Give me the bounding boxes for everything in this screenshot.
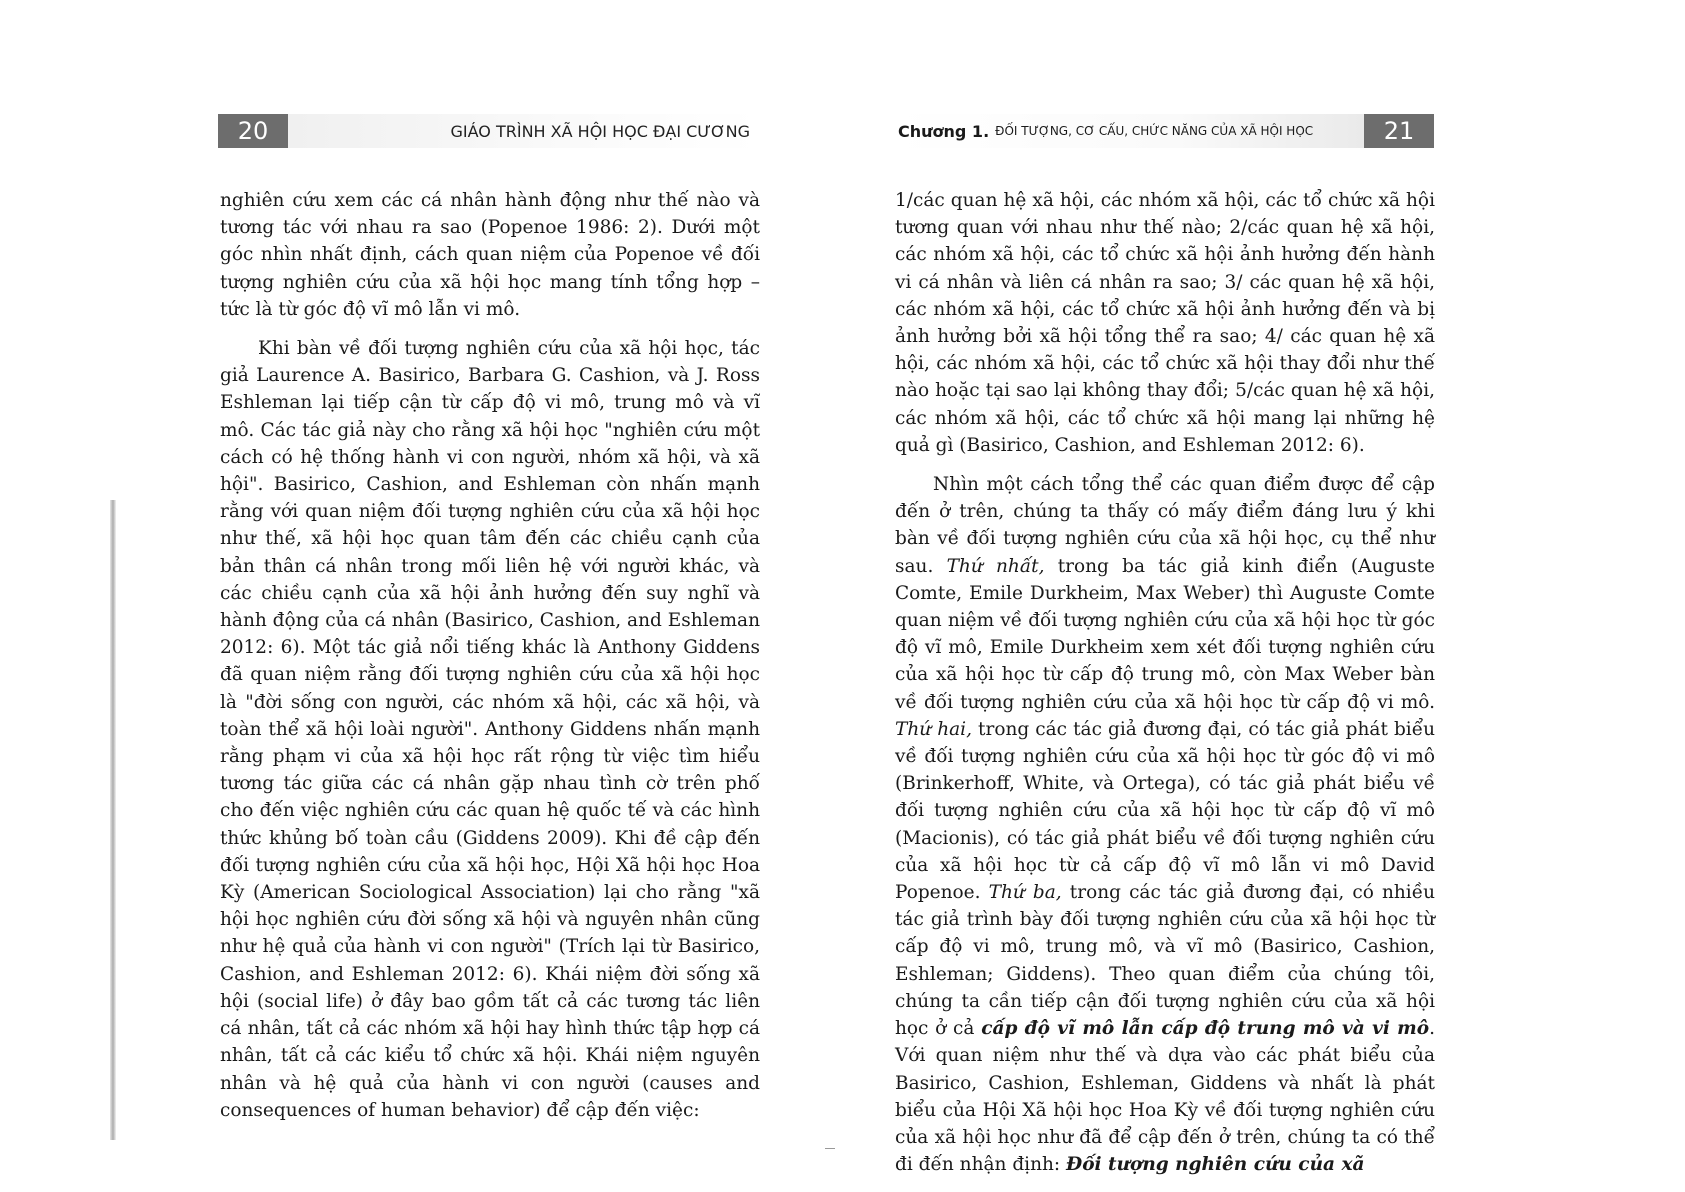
right-body-text [895, 187, 1435, 1178]
text-run: . Với quan niệm như thế và dựa vào các phát biểu của Basirico, Cashion, Eshleman, Giddens và nhất là phát biểu của Hội Xã hội học Hoa Kỳ về đối tượng nghiên cứu của xã hội học như đã để cập đến ở trên, chúng ta có thể đi đến nhận định: [895, 1018, 1435, 1176]
paragraph-1: nghiên cứu xem các cá nhân hành động như thế nào và tương tác với nhau ra sao (Popenoe 1986: 2). Dưới một góc nhìn nhất định, cách quan niệm của Popenoe về đối tượng nghiên cứu của xã hội học mang tính tổng hợp – tức là từ góc độ vĩ mô lẫn vi mô. [220, 190, 760, 320]
text-run: trong các tác giả đương đại, có nhiều tác giả trình bày đối tượng nghiên cứu của xã hội học từ cấp độ vi mô, trung mô, và vĩ mô (Basirico, Cashion, Eshleman; Giddens). Theo quan điểm của chúng tôi, chúng ta cần tiếp cận đối tượng nghiên cứu của xã hội học ở cả [895, 882, 1435, 1040]
paragraph-continuation: 1/các quan hệ xã hội, các nhóm xã hội, các tổ chức xã hội tương quan với nhau như thế nào; 2/các quan hệ xã hội, các nhóm xã hội, các tổ chức xã hội ảnh hưởng đến hành vi cá nhân và liên cá nhân ra sao; 3/ các quan hệ xã hội, các nhóm xã hội, các tổ chức xã hội ảnh hưởng đến và bị ảnh hưởng bởi xã hội tổng thể ra sao; 4/ các quan hệ xã hội, các nhóm xã hội, các tổ chức xã hội thay đổi như thế nào hoặc tại sao lại không thay đổi; 5/các quan hệ xã hội, các nhóm xã hội, các tổ chức xã hội mang lại những hệ quả gì (Basirico, Cashion, and Eshleman 2012: 6). [895, 190, 1435, 456]
book-title: GIÁO TRÌNH XÃ HỘI HỌC ĐẠI CƯƠNG [450, 121, 750, 141]
bold-emphasis-definition: Đối tượng nghiên cứu của xã [1066, 1154, 1365, 1176]
emphasis-third: Thứ ba, [988, 882, 1062, 904]
binding-shadow [110, 500, 116, 1140]
text-run: Nhìn một cách tổng thể các quan điểm được để cập đến ở trên, chúng ta thấy có mấy điểm đáng lưu ý khi bàn về đối tượng nghiên cứu của xã hội học, cụ thể như sau. [895, 474, 1435, 577]
text-run: trong các tác giả đương đại, có tác giả phát biểu về đối tượng nghiên cứu của xã hội học từ góc độ vi mô (Brinkerhoff, White, và Ortega), có tác giả phát biểu về đối tượng nghiên cứu của xã hội học từ cấp độ vĩ mô (Macionis), có tác giả phát biểu về đối tượng nghiên cứu của xã hội học từ cả cấp độ vĩ mô lẫn vi mô David Popenoe. [895, 718, 1435, 904]
left-running-header [218, 110, 758, 152]
emphasis-second: Thứ hai, [895, 718, 972, 740]
chapter-title-band [894, 114, 1364, 148]
text-run: trong ba tác giả kinh điển (Auguste Comte, Emile Durkheim, Max Weber) thì Auguste Comte quan niệm về đối tượng nghiên cứu của xã hội học từ góc độ vĩ mô, Emile Durkheim xem xét đối tượng nghiên cứu của xã hội học từ cấp độ trung mô, còn Max Weber bàn về đối tượng nghiên cứu của xã hội học từ cấp độ vi mô. [895, 555, 1436, 713]
bold-emphasis-levels: cấp độ vĩ mô lẫn cấp độ trung mô và vi mô [981, 1018, 1430, 1040]
paragraph-summary [895, 471, 1435, 1178]
chapter-title: ĐỐI TƯỢNG, CƠ CẤU, CHỨC NĂNG CỦA XÃ HỘI HỌC [995, 124, 1314, 138]
gutter-mark [825, 1148, 835, 1149]
page-number-right: 21 [1364, 114, 1434, 148]
left-page [0, 0, 842, 1192]
chapter-label: Chương 1. [898, 121, 990, 141]
right-page [842, 0, 1685, 1192]
book-title-band [288, 114, 758, 148]
left-body-text [220, 187, 760, 1124]
page-number-left: 20 [218, 114, 288, 148]
paragraph-2: Khi bàn về đối tượng nghiên cứu của xã hội học, tác giả Laurence A. Basirico, Barbara G. Cashion, và J. Ross Eshleman lại tiếp cận từ cấp độ vi mô, trung mô và vĩ mô. Các tác giả này cho rằng xã hội học "nghiên cứu một cách có hệ thống hành vi con người, nhóm xã hội, và xã hội". Basirico, Cashion, and Eshleman còn nhấn mạnh rằng với quan niệm đối tượng nghiên cứu của xã hội học như thế, xã hội học quan tâm đến các chiều cạnh của bản thân cá nhân trong mối liên hệ với người khác, và các chiều cạnh của xã hội ảnh hưởng đến suy nghĩ và hành động của cá nhân (Basirico, Cashion, and Eshleman 2012: 6). Một tác giả nổi tiếng khác là Anthony Giddens đã quan niệm rằng đối tượng nghiên cứu của xã hội học là "đời sống con người, các nhóm xã hội, các xã hội, và toàn thể xã hội loài người". Anthony Giddens nhấn mạnh rằng phạm vi của xã hội học rất rộng từ việc tìm hiểu tương tác giữa các cá nhân gặp nhau tình cờ trên phố cho đến việc nghiên cứu các quan hệ quốc tế và các hình thức khủng bố toàn cầu (Giddens 2009). Khi đề cập đến đối tượng nghiên cứu của xã hội học, Hội Xã hội học Hoa Kỳ (American Sociological Association) lại cho rằng "xã hội học nghiên cứu đời sống xã hội và nguyên nhân cũng như hệ quả của hành vi con người" (Trích lại từ Basirico, Cashion, and Eshleman 2012: 6). Khái niệm đời sống xã hội (social life) ở đây bao gồm tất cả các tương tác liên cá nhân, tất cả các nhóm xã hội hay hình thức tập hợp cá nhân, tất cả các kiểu tổ chức xã hội. Khái niệm nguyên nhân và hệ quả của hành vi con người (causes and consequences of human behavior) để cập đến việc: [220, 338, 760, 1121]
emphasis-first: Thứ nhất, [946, 555, 1045, 577]
right-running-header [894, 110, 1434, 152]
